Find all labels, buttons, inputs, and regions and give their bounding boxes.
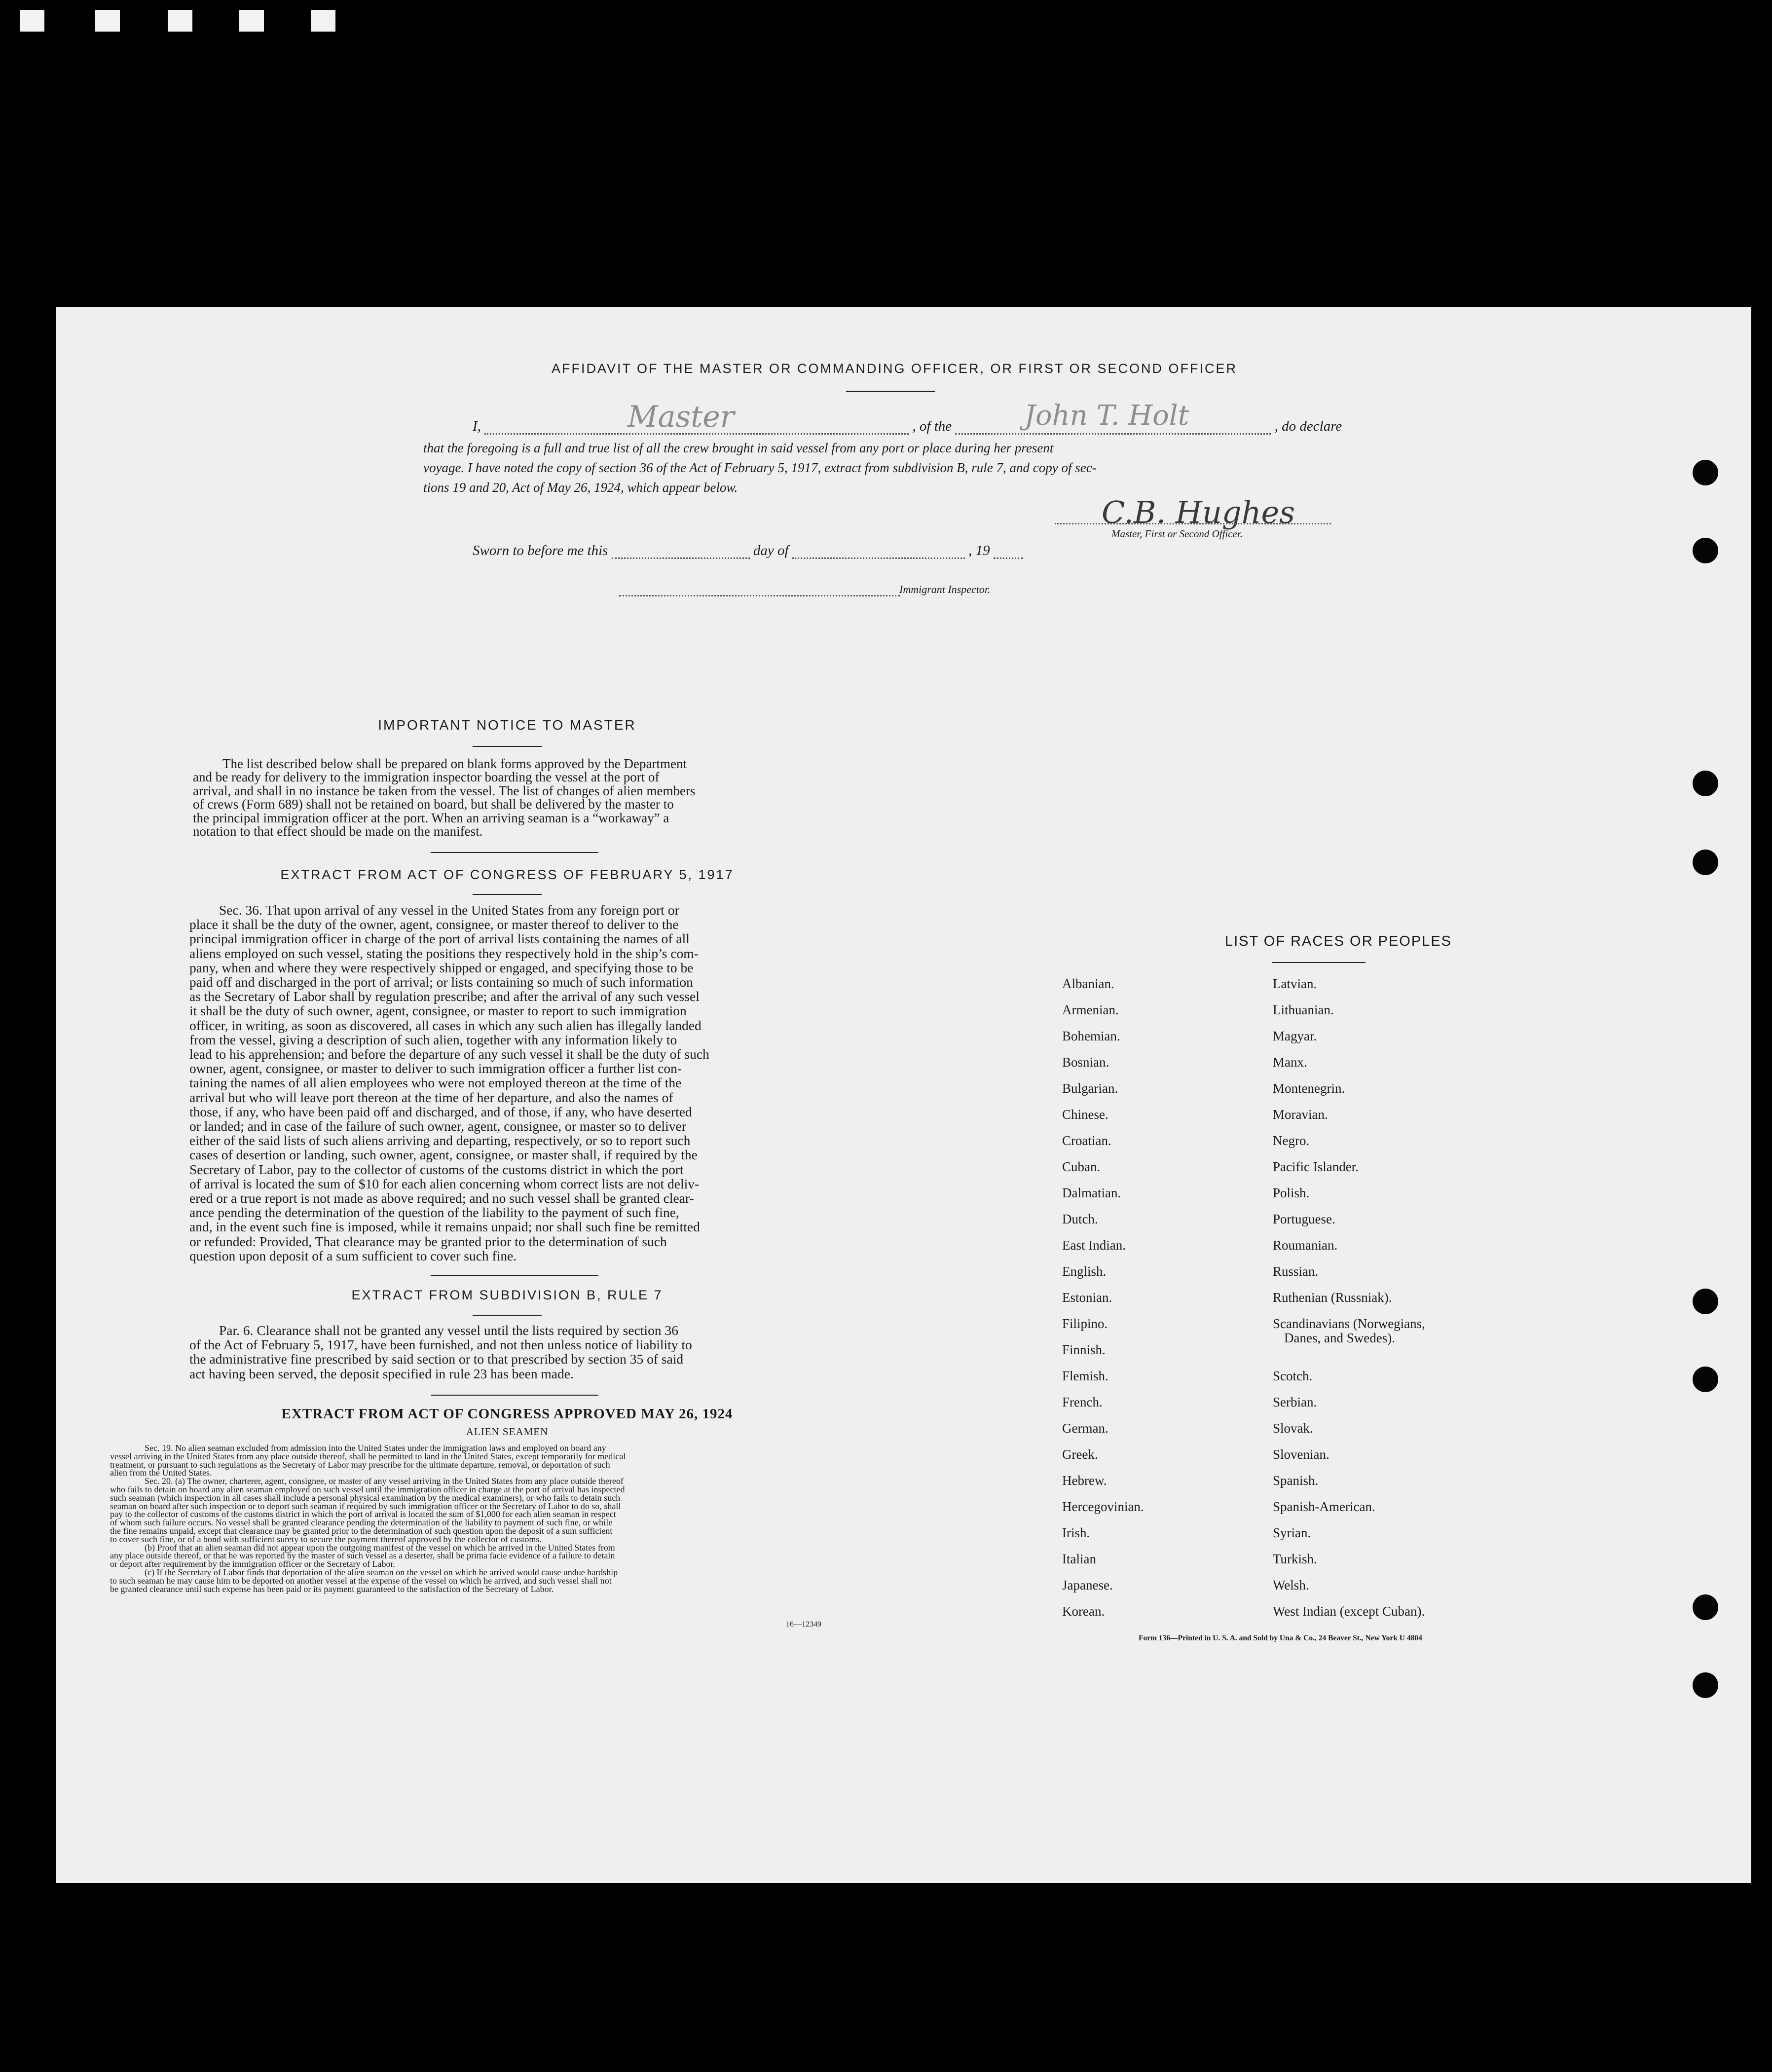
vessel-field bbox=[955, 400, 1271, 435]
race-item: Turkish. bbox=[1273, 1552, 1317, 1566]
paragraph-6-line: act having been served, the deposit specified in rule 23 has been made. bbox=[189, 1366, 574, 1381]
section-20-line: or deport after requirement by the immigration officer or the Secretary of Labor. bbox=[110, 1559, 395, 1569]
year-field bbox=[994, 543, 1023, 559]
film-mark bbox=[311, 10, 335, 32]
notice-title: IMPORTANT NOTICE TO MASTER bbox=[378, 717, 636, 733]
race-item: East Indian. bbox=[1062, 1238, 1126, 1253]
section-36-line: cases of desertion or landing, such owner, agent, consignee, or master shall, if required by the bbox=[189, 1147, 698, 1163]
punch-hole bbox=[1693, 1367, 1718, 1392]
section-36-line: owner, agent, consignee, or master to deliver to such immigration officer a further list con- bbox=[189, 1061, 682, 1076]
section-20-line: (c) If the Secretary of Labor finds that deportation of the alien seaman on the vessel on which he arrived would cause undue hardship bbox=[145, 1567, 618, 1577]
race-item: Spanish-American. bbox=[1273, 1499, 1375, 1514]
section-20-line: seaman on board after such inspection or to deport such seaman if required by such immigration officer or the Secretary of Labor to do so, shall bbox=[110, 1501, 621, 1511]
divider bbox=[473, 1315, 542, 1316]
punch-hole bbox=[1693, 850, 1718, 875]
race-item: Dutch. bbox=[1062, 1212, 1098, 1226]
affidavit-title: AFFIDAVIT OF THE MASTER OR COMMANDING OFFICER, OR FIRST OR SECOND OFFICER bbox=[551, 361, 1238, 376]
section-20-line: to such seaman he may cause him to be deported on another vessel at the expense of the vessel on which he arrived, and such vessel shall not bbox=[110, 1575, 612, 1586]
extract-1924-text bbox=[110, 1444, 882, 1593]
section-36-line: or landed; and in case of the failure of such owner, agent, consignee, or master so to deliver bbox=[189, 1118, 686, 1134]
section-36-line: ance pending the determination of the question of the liability to the payment of such fine, bbox=[189, 1205, 679, 1221]
notice-text bbox=[193, 757, 812, 838]
form-code: 16—12349 bbox=[786, 1620, 821, 1628]
paragraph-6-line: of the Act of February 5, 1917, have been furnished, and not then unless notice of liability to bbox=[189, 1337, 692, 1353]
race-item: Portuguese. bbox=[1273, 1212, 1335, 1226]
section-36-line: lead to his apprehension; and before the departure of any such vessel it shall be the duty of such bbox=[189, 1046, 709, 1062]
race-item: Cuban. bbox=[1062, 1159, 1101, 1174]
race-item: Armenian. bbox=[1062, 1002, 1119, 1017]
section-20-line: who fails to detain on board any alien seaman employed on such vessel until the immigration officer in charge at the port of arrival has inspected bbox=[110, 1484, 625, 1494]
section-20-line: such seaman (which inspection in all cases shall include a personal physical examination by the medical examiners), or who fails to detain such bbox=[110, 1492, 621, 1503]
affidavit-do-declare: , do declare bbox=[1274, 418, 1342, 434]
race-item: English. bbox=[1062, 1264, 1107, 1279]
notice-line: the principal immigration officer at the port. When an arriving seaman is a “workaway” a bbox=[193, 810, 669, 825]
races-title: LIST OF RACES OR PEOPLES bbox=[1224, 933, 1452, 949]
race-item: Bulgarian. bbox=[1062, 1081, 1118, 1096]
section-36-line: Sec. 36. That upon arrival of any vessel in the United States from any foreign port or bbox=[219, 902, 679, 918]
race-item: Negro. bbox=[1273, 1133, 1310, 1148]
divider bbox=[431, 1395, 598, 1396]
race-item: Bosnian. bbox=[1062, 1055, 1109, 1070]
inspector-signature-line bbox=[619, 581, 900, 596]
punch-hole bbox=[1693, 771, 1718, 796]
notice-line: The list described below shall be prepared on blank forms approved by the Department bbox=[222, 756, 687, 771]
punch-hole bbox=[1693, 1289, 1718, 1314]
race-item: Albanian. bbox=[1062, 976, 1114, 991]
race-item: Greek. bbox=[1062, 1447, 1098, 1462]
affidavit-body-line: tions 19 and 20, Act of May 26, 1924, which appear below. bbox=[423, 480, 738, 495]
section-20-line: to cover such fine, or of a bond with sufficient surety to secure the payment thereof approved by the collector of customs. bbox=[110, 1534, 542, 1544]
divider bbox=[846, 391, 935, 392]
printer-footer: Form 136—Printed in U. S. A. and Sold by Una & Co., 24 Beaver St., New York U 4804 bbox=[1139, 1634, 1422, 1642]
race-item: French. bbox=[1062, 1395, 1103, 1409]
section-36-line: either of the said lists of such aliens arriving and departing, respectively, or so to report such bbox=[189, 1133, 691, 1148]
signature: C.B. Hughes bbox=[1102, 494, 1295, 530]
section-36-line: paid off and discharged in the port of arrival; or lists containing so much of such information bbox=[189, 974, 693, 990]
extract-1924-title: EXTRACT FROM ACT OF CONGRESS APPROVED MAY 26, 1924 bbox=[281, 1406, 733, 1422]
section-36-line: and, in the event such fine is imposed, while it remains unpaid; nor shall such fine be remitted bbox=[189, 1219, 700, 1235]
section-36-line: as the Secretary of Labor shall by regulation prescribe; and after the arrival of any such vessel bbox=[189, 989, 700, 1004]
race-item: Lithuanian. bbox=[1273, 1002, 1334, 1017]
section-20-line: be granted clearance until such expense has been paid or its payment guaranteed to the satisfaction of the Secretary of Labor. bbox=[110, 1584, 554, 1594]
section-36-line: arrival but who will leave port thereon at the time of her departure, and also the names of bbox=[189, 1089, 673, 1105]
race-item: West Indian (except Cuban). bbox=[1273, 1604, 1425, 1619]
race-item: Danes, and Swedes). bbox=[1284, 1331, 1395, 1345]
race-item: Ruthenian (Russniak). bbox=[1273, 1290, 1392, 1305]
paragraph-6-line: Par. 6. Clearance shall not be granted any vessel until the lists required by section 36 bbox=[219, 1323, 678, 1338]
race-item: Japanese. bbox=[1062, 1578, 1113, 1592]
film-mark bbox=[20, 10, 44, 32]
race-item: Filipino. bbox=[1062, 1316, 1108, 1331]
punch-hole bbox=[1693, 1594, 1718, 1620]
section-20-line: any place outside thereof, or that he was reported by the master of such vessel as a deserter, shall be prima facie evidence of a failure to detain bbox=[110, 1551, 615, 1561]
vessel-handwritten: John T. Holt bbox=[1024, 400, 1189, 432]
rank-field bbox=[484, 400, 909, 435]
race-item: Finnish. bbox=[1062, 1342, 1106, 1357]
divider bbox=[473, 894, 542, 895]
section-20-line: of whom such failure occurs. No vessel shall be granted clearance pending the determination of the liability to payment of such fine, or while bbox=[110, 1517, 613, 1528]
race-item: Croatian. bbox=[1062, 1133, 1111, 1148]
section-36-line: of arrival is located the sum of $10 for each alien concerning whom correct lists are not deliv- bbox=[189, 1176, 700, 1191]
divider bbox=[431, 1275, 598, 1276]
race-item: Bohemian. bbox=[1062, 1029, 1120, 1043]
section-19-line: vessel arriving in the United States from any place outside thereof, shall be permitted to land in the United States, except temporarily for medical bbox=[110, 1451, 626, 1461]
race-item: Scandinavians (Norwegians, bbox=[1273, 1316, 1425, 1331]
section-36-line: Secretary of Labor, pay to the collector of customs of the customs district in which the port bbox=[189, 1161, 684, 1177]
section-20-line: (b) Proof that an alien seaman did not appear upon the outgoing manifest of the vessel on which he arrived in the United States from bbox=[145, 1542, 615, 1553]
sworn-label: Sworn to before me this bbox=[473, 543, 608, 558]
race-item: Serbian. bbox=[1273, 1395, 1317, 1409]
extract-rule7-text bbox=[189, 1323, 812, 1381]
race-item: Welsh. bbox=[1273, 1578, 1309, 1592]
film-mark bbox=[239, 10, 264, 32]
month-field bbox=[792, 543, 965, 559]
affidavit-body-line: voyage. I have noted the copy of section 36 of the Act of February 5, 1917, extract from subdivision B, rule 7, and copy of sec- bbox=[423, 460, 1097, 475]
race-item: Hercegovinian. bbox=[1062, 1499, 1144, 1514]
race-item: Dalmatian. bbox=[1062, 1185, 1121, 1200]
section-36-line: principal immigration officer in charge of the port of arrival lists containing the names of all bbox=[189, 931, 690, 947]
extract-1917-title: EXTRACT FROM ACT OF CONGRESS OF FEBRUARY 5, 1917 bbox=[280, 867, 734, 882]
race-item: Spanish. bbox=[1273, 1473, 1319, 1488]
race-item: Hebrew. bbox=[1062, 1473, 1107, 1488]
section-19-line: Sec. 19. No alien seaman excluded from admission into the United States under the immigration laws and employed on board any bbox=[145, 1443, 606, 1453]
extract-rule7-title: EXTRACT FROM SUBDIVISION B, RULE 7 bbox=[351, 1288, 663, 1302]
film-mark bbox=[95, 10, 120, 32]
section-36-line: it shall be the duty of such owner, agent, consignee, or master to report to such immigration bbox=[189, 1003, 687, 1019]
section-19-line: alien from the United States. bbox=[110, 1468, 212, 1478]
race-item: Chinese. bbox=[1062, 1107, 1108, 1122]
section-36-line: or refunded: Provided, That clearance may be granted prior to the determination of such bbox=[189, 1233, 667, 1249]
race-item: Irish. bbox=[1062, 1525, 1090, 1540]
race-item: Moravian. bbox=[1273, 1107, 1328, 1122]
section-36-line: aliens employed on such vessel, stating the positions they respectively hold in the ship’s com- bbox=[189, 945, 699, 961]
race-item: Slovenian. bbox=[1273, 1447, 1329, 1462]
punch-hole bbox=[1693, 538, 1718, 563]
race-item: Syrian. bbox=[1273, 1525, 1311, 1540]
section-19-line: treatment, or pursuant to such regulations as the Secretary of Labor may prescribe for the ultimate departure, removal, or deportation of such bbox=[110, 1459, 610, 1470]
race-item: Slovak. bbox=[1273, 1421, 1313, 1436]
section-36-line: officer, in writing, as soon as discovered, all cases in which any such alien has illegally landed bbox=[189, 1017, 701, 1033]
race-item: Korean. bbox=[1062, 1604, 1105, 1619]
film-mark bbox=[168, 10, 192, 32]
affidavit-body-line: that the foregoing is a full and true list of all the crew brought in said vessel from any port or place during her present bbox=[423, 441, 1054, 455]
signature-line bbox=[1055, 523, 1331, 524]
notice-line: and be ready for delivery to the immigration inspector boarding the vessel at the port of bbox=[193, 770, 660, 785]
day-field bbox=[612, 543, 750, 559]
section-36-line: place it shall be the duty of the owner, agent, consignee, or master thereof to deliver to the bbox=[189, 917, 679, 932]
race-item: Montenegrin. bbox=[1273, 1081, 1345, 1096]
paragraph-6-line: the administrative fine prescribed by said section or to that prescribed by section 35 of said bbox=[189, 1351, 684, 1367]
section-20-line: pay to the collector of customs of the customs district in which the port of arrival is located the sum of $1,000 for each alien seaman in respect bbox=[110, 1509, 616, 1519]
affidavit-of-the: , of the bbox=[912, 418, 952, 434]
divider bbox=[1272, 962, 1366, 963]
race-item: Polish. bbox=[1273, 1185, 1310, 1200]
section-36-line: taining the names of all alien employees who were not employed thereon at the time of the bbox=[189, 1075, 682, 1091]
race-item: Flemish. bbox=[1062, 1369, 1108, 1383]
rank-handwritten: Master bbox=[628, 400, 735, 434]
section-36-line: those, if any, who have been paid off and discharged, and of those, if any, who have deserted bbox=[189, 1104, 692, 1119]
sworn-line bbox=[473, 543, 1023, 559]
section-36-line: ered or a true report is not made as above required; and no such vessel shall be granted clear- bbox=[189, 1190, 694, 1206]
signature-caption: Master, First or Second Officer. bbox=[1111, 528, 1243, 540]
affidavit-declaration-line bbox=[473, 400, 1342, 435]
affidavit-body bbox=[423, 438, 1402, 497]
race-item: Estonian. bbox=[1062, 1290, 1112, 1305]
section-36-line: pany, when and where they were respectively shipped or engaged, and specifying those to be bbox=[189, 960, 694, 975]
race-item: Manx. bbox=[1273, 1055, 1307, 1070]
document-page bbox=[56, 307, 1751, 1883]
section-36-line: question upon deposit of a sum sufficient to cover such fine. bbox=[189, 1248, 517, 1263]
section-20-line: the fine remains unpaid, except that clearance may be granted prior to the determination of such question upon the deposit of a sum sufficient bbox=[110, 1525, 613, 1536]
affidavit-i-label: I, bbox=[473, 418, 481, 434]
race-item: Magyar. bbox=[1273, 1029, 1317, 1043]
punch-hole bbox=[1693, 460, 1718, 485]
notice-line: arrival, and shall in no instance be taken from the vessel. The list of changes of alien members bbox=[193, 783, 696, 798]
race-item: Italian bbox=[1062, 1552, 1096, 1566]
divider bbox=[473, 746, 542, 747]
punch-hole bbox=[1693, 1672, 1718, 1698]
section-20-line: Sec. 20. (a) The owner, charterer, agent, consignee, or master of any vessel arriving in the United States from any place outside thereof bbox=[145, 1476, 624, 1486]
race-item: German. bbox=[1062, 1421, 1108, 1436]
notice-line: of crews (Form 689) shall not be retained on board, but shall be delivered by the master to bbox=[193, 797, 674, 812]
notice-line: notation to that effect should be made on the manifest. bbox=[193, 824, 483, 839]
race-item: Latvian. bbox=[1273, 976, 1317, 991]
section-36-line: from the vessel, giving a description of such alien, together with any information likely to bbox=[189, 1032, 677, 1047]
inspector-caption: Immigrant Inspector. bbox=[899, 583, 991, 595]
year-label: , 19 bbox=[968, 543, 990, 558]
race-item: Pacific Islander. bbox=[1273, 1159, 1359, 1174]
extract-1924-subtitle: ALIEN SEAMEN bbox=[466, 1426, 549, 1438]
extract-1917-text bbox=[189, 903, 812, 1263]
divider bbox=[431, 852, 598, 853]
race-item: Roumanian. bbox=[1273, 1238, 1338, 1253]
race-item: Scotch. bbox=[1273, 1369, 1313, 1383]
race-item: Russian. bbox=[1273, 1264, 1319, 1279]
day-of-label: day of bbox=[753, 543, 789, 558]
